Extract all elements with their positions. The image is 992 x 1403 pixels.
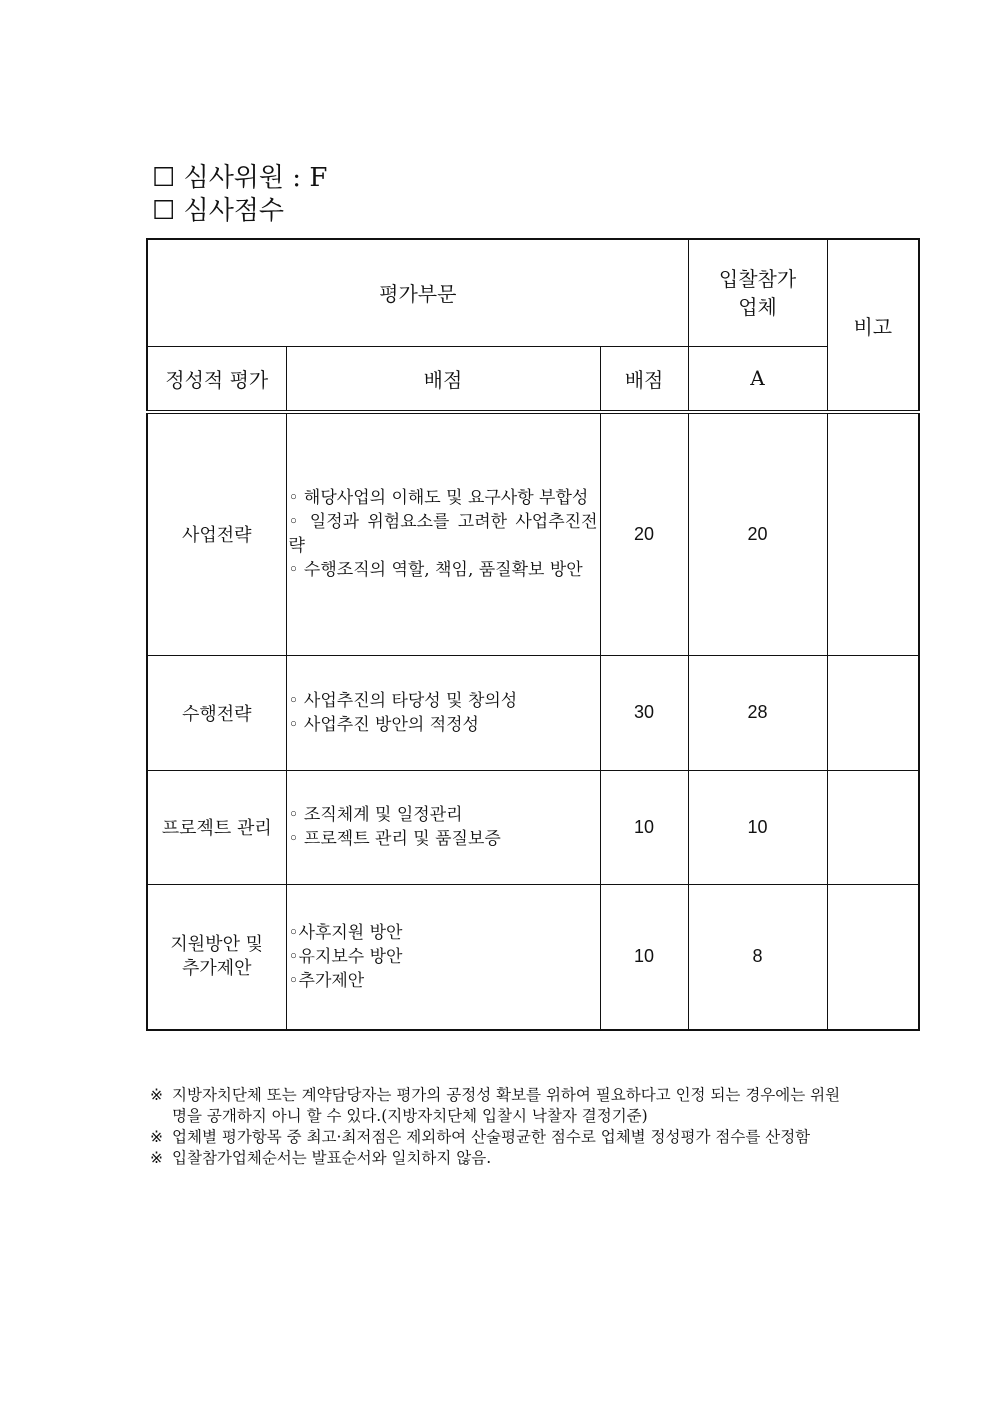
row-category: 지원방안 및 추가제안 xyxy=(147,884,286,1030)
row-score: 8 xyxy=(688,884,827,1030)
row-score: 10 xyxy=(688,770,827,884)
row-criteria xyxy=(286,412,600,655)
header-company-a: A xyxy=(688,346,827,412)
row-score: 28 xyxy=(688,655,827,770)
footnote xyxy=(150,1148,850,1169)
row-category: 사업전략 xyxy=(147,412,286,655)
header-criteria: 배점 xyxy=(286,346,600,412)
criteria-item: ◦ 일정과 위험요소를 고려한 사업추진전략 xyxy=(288,512,598,557)
criteria-item: ◦ 프로젝트 관리 및 품질보증 xyxy=(288,829,501,849)
header-category: 평가부문 xyxy=(147,239,688,346)
criteria-item: ◦사후지원 방안 xyxy=(288,922,403,943)
row-score: 20 xyxy=(688,412,827,655)
row-criteria xyxy=(286,884,600,1030)
table-row xyxy=(147,884,919,1030)
criteria-item: ◦추가제안 xyxy=(288,970,365,991)
row-criteria xyxy=(286,655,600,770)
header-qualitative: 정성적 평가 xyxy=(147,346,286,412)
table-row xyxy=(147,655,919,770)
row-points: 20 xyxy=(600,412,688,655)
row-remarks xyxy=(827,770,919,884)
row-remarks xyxy=(827,884,919,1030)
row-points: 10 xyxy=(600,770,688,884)
row-category: 수행전략 xyxy=(147,655,286,770)
row-points: 10 xyxy=(600,884,688,1030)
header-remarks: 비고 xyxy=(827,239,919,412)
row-remarks xyxy=(827,655,919,770)
row-remarks xyxy=(827,412,919,655)
criteria-item: ◦ 수행조직의 역할, 책임, 품질확보 방안 xyxy=(288,560,583,581)
reference-mark: ※ xyxy=(150,1086,163,1104)
footnote-text: 업체별 평가항목 중 최고·최저점은 제외하여 산술평균한 점수로 업체별 정성평가 점수를 산정함 xyxy=(172,1128,811,1146)
header-points: 배점 xyxy=(600,346,688,412)
footnotes xyxy=(150,1085,850,1169)
criteria-item: ◦ 조직체계 및 일정관리 xyxy=(288,805,463,825)
reference-mark: ※ xyxy=(150,1149,163,1167)
criteria-item: ◦ 해당사업의 이해도 및 요구사항 부합성 xyxy=(288,488,589,509)
footnote-text: 지방자치단체 또는 계약담당자는 평가의 공정성 확보를 위하여 필요하다고 인정 되는 경우에는 위원명을 공개하지 아니 할 수 있다.(지방자치단체 입찰시 낙찰자 결정기준) xyxy=(172,1086,841,1125)
header-bidder: 입찰참가 업체 xyxy=(688,239,827,346)
criteria-item: ◦ 사업추진의 타당성 및 창의성 xyxy=(288,690,518,711)
reference-mark: ※ xyxy=(150,1128,163,1146)
criteria-item: ◦유지보수 방안 xyxy=(288,946,403,967)
score-table xyxy=(146,238,920,1031)
row-criteria xyxy=(286,770,600,884)
reviewer-heading: ☐ 심사위원 : F xyxy=(152,163,328,193)
criteria-item: ◦ 사업추진 방안의 적정성 xyxy=(288,714,479,735)
footnote xyxy=(150,1085,850,1127)
score-heading: ☐ 심사점수 xyxy=(152,196,285,226)
row-category: 프로젝트 관리 xyxy=(147,770,286,884)
footnote-text: 입찰참가업체순서는 발표순서와 일치하지 않음. xyxy=(172,1149,492,1167)
table-row xyxy=(147,412,919,655)
row-points: 30 xyxy=(600,655,688,770)
table-row xyxy=(147,770,919,884)
footnote xyxy=(150,1127,850,1148)
